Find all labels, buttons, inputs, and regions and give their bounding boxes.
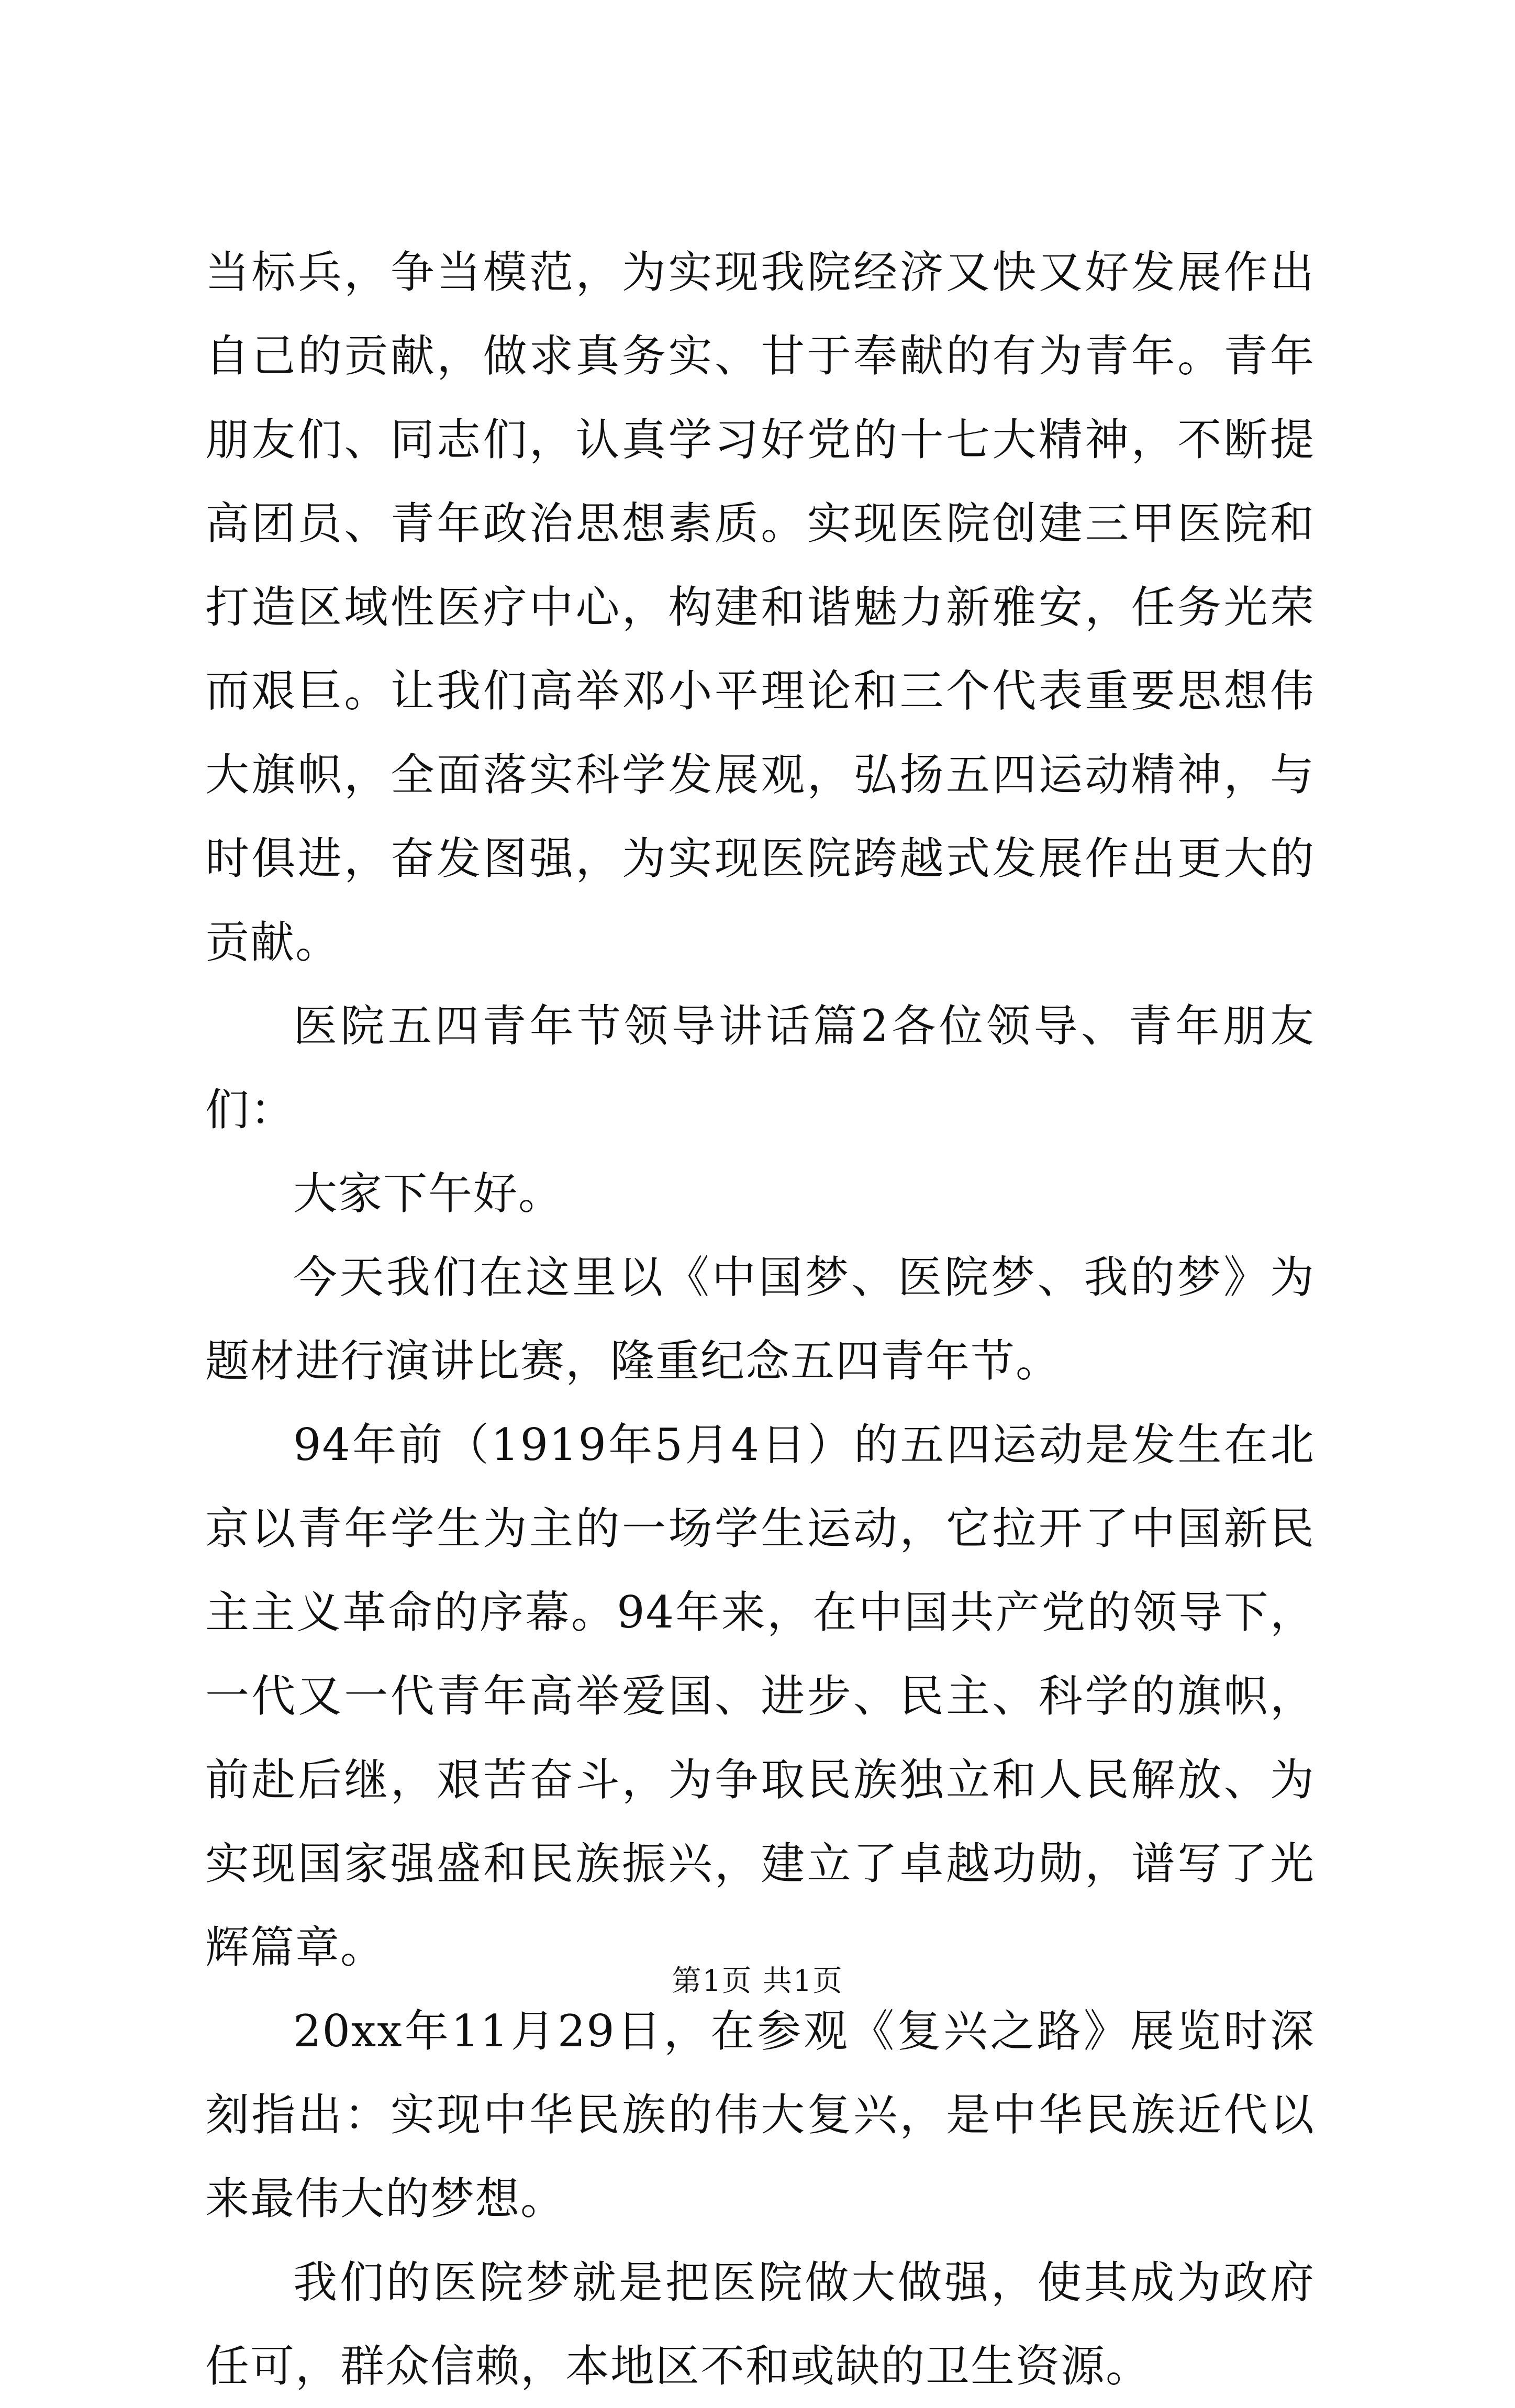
page-footer: 第1页 共1页	[672, 1964, 843, 1998]
document-body	[205, 230, 1315, 2408]
paragraph-2-heading: 医院五四青年节领导讲话篇2各位领导、青年朋友们：	[205, 1000, 1315, 1135]
paragraph-5: 94年前（1919年5月4日）的五四运动是发生在北京以青年学生为主的一场学生运动，它拉开了中国新民主主义革命的序幕。94年来，在中国共产党的领导下，一代又一代青年高举爱国、进步、民主、科学的旗帜，前赴后继，艰苦奋斗，为争取民族独立和人民解放、为实现国家强盛和民族振兴，建立了卓越功勋，谱写了光辉篇章。	[205, 1419, 1315, 1973]
paragraph-1: 当标兵，争当模范，为实现我院经济又快又好发展作出自己的贡献，做求真务实、甘于奉献的有为青年。青年朋友们、同志们，认真学习好党的十七大精神，不断提高团员、青年政治思想素质。实现医院创建三甲医院和打造区域性医疗中心，构建和谐魅力新雅安，任务光荣而艰巨。让我们高举邓小平理论和三个代表重要思想伟大旗帜，全面落实科学发展观，弘扬五四运动精神，与时俱进，奋发图强，为实现医院跨越式发展作出更大的贡献。	[205, 247, 1315, 968]
paragraph-4: 今天我们在这里以《中国梦、医院梦、我的梦》为题材进行演讲比赛，隆重纪念五四青年节。	[205, 1252, 1315, 1387]
paragraph-6: 20xx年11月29日，在参观《复兴之路》展览时深刻指出：实现中华民族的伟大复兴，是中华民族近代以来最伟大的梦想。	[205, 2005, 1315, 2224]
paragraph-7: 我们的医院梦就是把医院做大做强，使其成为政府任可，群众信赖，本地区不和或缺的卫生资源。	[205, 2257, 1315, 2392]
paragraph-3-greeting: 大家下午好。	[293, 1168, 564, 1219]
